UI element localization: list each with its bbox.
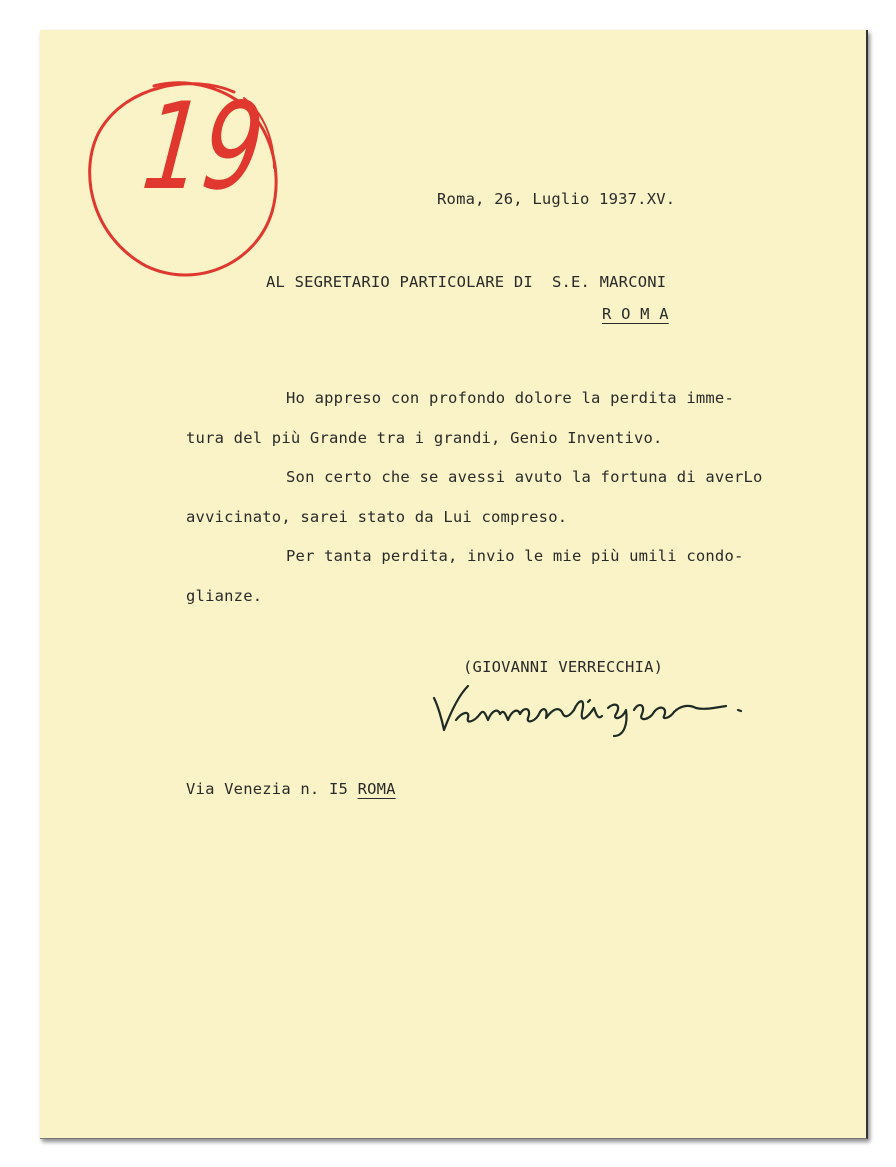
addressee-line: AL SEGRETARIO PARTICOLARE DI S.E. MARCONI	[266, 273, 667, 291]
sender-address-city: ROMA	[357, 780, 396, 798]
date-line: Roma, 26, Luglio 1937.XV.	[437, 190, 676, 208]
sender-address-street: Via Venezia n. I5	[186, 780, 358, 798]
body-line-2: tura del più Grande tra i grandi, Genio Inventivo.	[186, 429, 663, 447]
body-line-4: avvicinato, sarei stato da Lui compreso.	[186, 508, 568, 526]
body-line-5: Per tanta perdita, invio le mie più umili condo-	[286, 547, 744, 565]
body-line-6: glianze.	[186, 587, 263, 605]
body-line-3: Son certo che se avessi avuto la fortuna di averLo	[286, 468, 763, 486]
handwritten-signature	[428, 680, 758, 740]
addressee-city: R O M A	[602, 305, 669, 323]
body-line-1: Ho appreso con profondo dolore la perdita imme-	[286, 389, 734, 407]
typed-signature: (GIOVANNI VERRECCHIA)	[463, 658, 664, 676]
folio-number: 19	[136, 78, 271, 217]
sender-address	[186, 780, 396, 798]
